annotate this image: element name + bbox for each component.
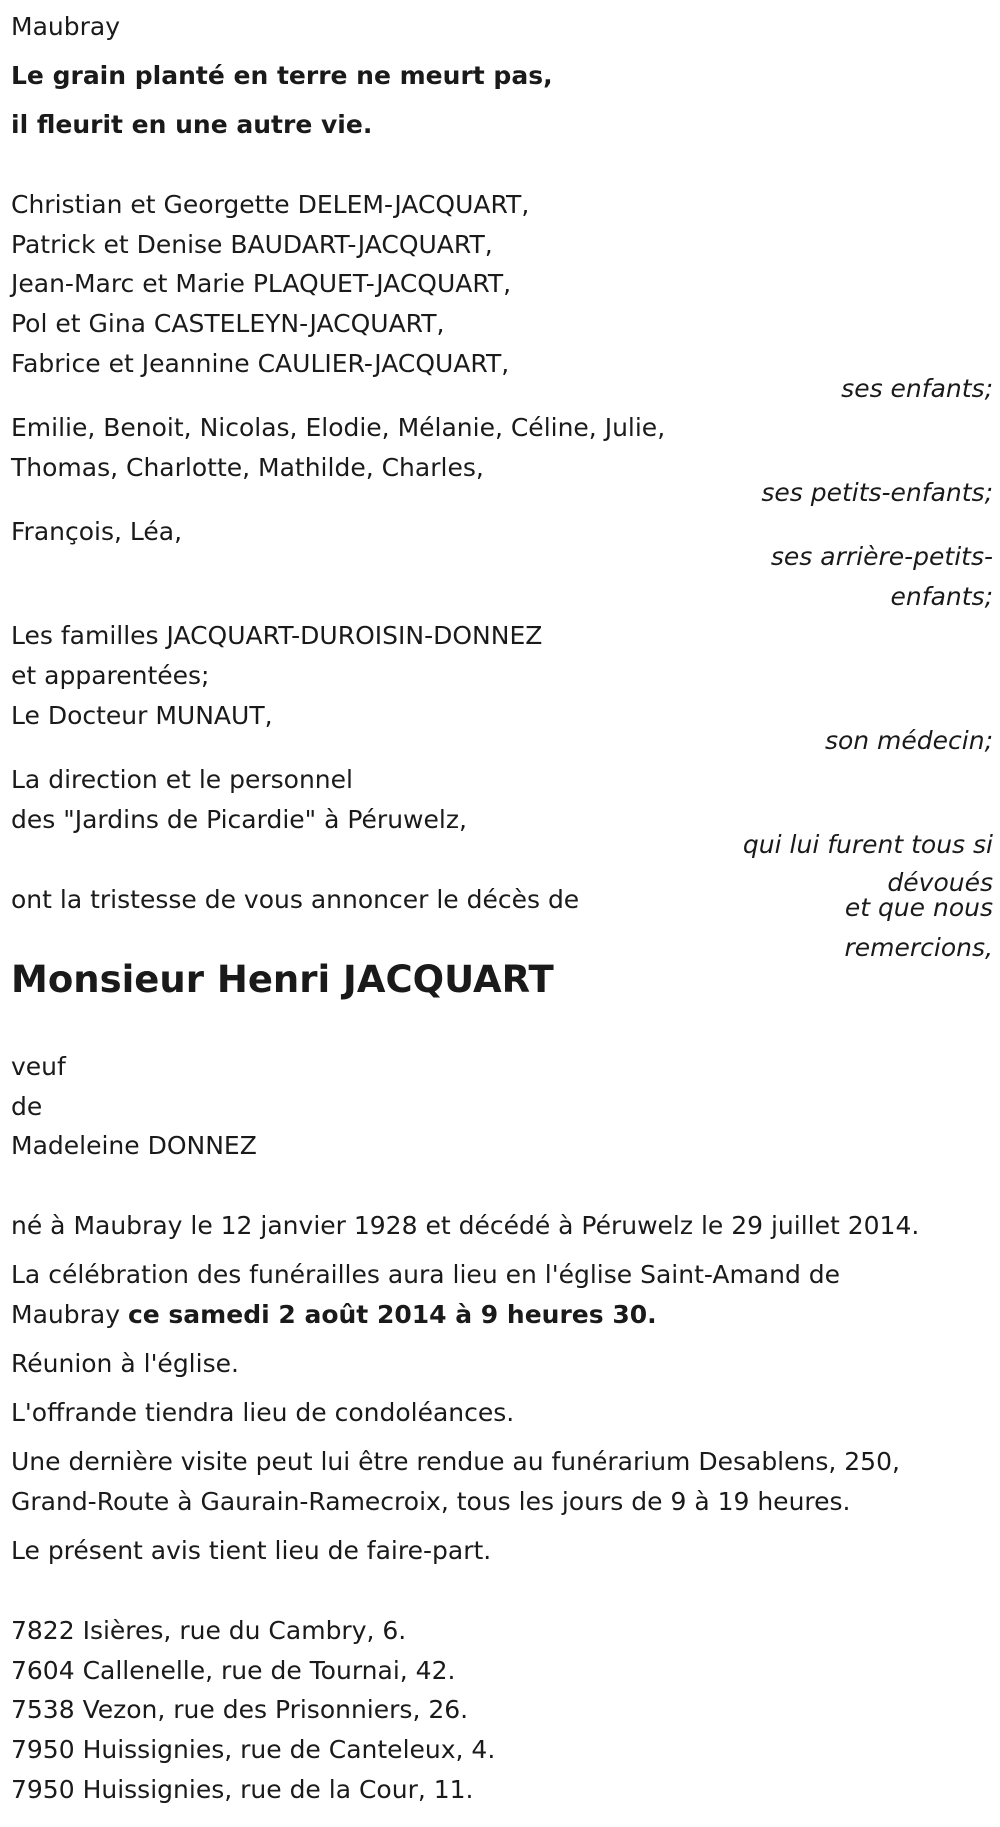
ceremony-line-1: La célébration des funérailles aura lieu en l'église Saint-Amand de bbox=[11, 1260, 841, 1289]
notice-line: Le présent avis tient lieu de faire-part. bbox=[11, 1536, 492, 1565]
visit-line-2: Grand-Route à Gaurain-Ramecroix, tous les jours de 9 à 19 heures. bbox=[11, 1487, 851, 1516]
staff-role-1: qui lui furent tous si bbox=[742, 830, 993, 859]
address-line-4: 7950 Huissignies, rue de Canteleux, 4. bbox=[11, 1735, 496, 1764]
great-grandchildren-role-1: ses arrière-petits- bbox=[770, 542, 993, 571]
visit-line-1: Une dernière visite peut lui être rendue au funérarium Desablens, 250, bbox=[11, 1447, 900, 1476]
status-widower: veuf bbox=[11, 1052, 66, 1081]
children-role: ses enfants; bbox=[841, 374, 993, 403]
staff-line-2: des "Jardins de Picardie" à Péruwelz, bbox=[11, 805, 467, 834]
deceased-name: Monsieur Henri JACQUART bbox=[11, 958, 554, 1001]
address-line-2: 7604 Callenelle, rue de Tournai, 42. bbox=[11, 1656, 456, 1685]
birth-death-line: né à Maubray le 12 janvier 1928 et décédé à Péruwelz le 29 juillet 2014. bbox=[11, 1211, 920, 1240]
meeting-line: Réunion à l'église. bbox=[11, 1349, 239, 1378]
staff-role-2: dévoués bbox=[887, 868, 993, 897]
families-line-1: Les familles JACQUART-DUROISIN-DONNEZ bbox=[11, 621, 543, 650]
grandchildren-role: ses petits-enfants; bbox=[761, 478, 993, 507]
doctor-line: Le Docteur MUNAUT, bbox=[11, 701, 273, 730]
staff-line-1: La direction et le personnel bbox=[11, 765, 353, 794]
grandchildren-line-1: Emilie, Benoit, Nicolas, Elodie, Mélanie, Céline, Julie, bbox=[11, 413, 666, 442]
great-grandchildren-role-2: enfants; bbox=[890, 582, 993, 611]
staff-role-3: et que nous bbox=[844, 893, 993, 922]
ceremony-place: Maubray bbox=[11, 1300, 128, 1329]
spouse-name: Madeleine DONNEZ bbox=[11, 1131, 257, 1160]
families-line-2: et apparentées; bbox=[11, 661, 210, 690]
quote-line-1: Le grain planté en terre ne meurt pas, bbox=[11, 61, 553, 90]
great-grandchildren-line: François, Léa, bbox=[11, 517, 183, 546]
quote-line-2: il fleurit en une autre vie. bbox=[11, 110, 373, 139]
children-line-5: Fabrice et Jeannine CAULIER-JACQUART, bbox=[11, 349, 510, 378]
announcement-line: ont la tristesse de vous annoncer le décès de bbox=[11, 885, 580, 914]
address-line-3: 7538 Vezon, rue des Prisonniers, 26. bbox=[11, 1695, 469, 1724]
staff-role-4: remercions, bbox=[844, 933, 993, 962]
ceremony-line-2 bbox=[11, 1300, 657, 1330]
children-line-4: Pol et Gina CASTELEYN-JACQUART, bbox=[11, 309, 445, 338]
offering-line: L'offrande tiendra lieu de condoléances. bbox=[11, 1398, 515, 1427]
children-line-2: Patrick et Denise BAUDART-JACQUART, bbox=[11, 230, 493, 259]
place-name: Maubray bbox=[11, 12, 120, 41]
status-of: de bbox=[11, 1092, 43, 1121]
children-line-1: Christian et Georgette DELEM-JACQUART, bbox=[11, 190, 530, 219]
address-line-5: 7950 Huissignies, rue de la Cour, 11. bbox=[11, 1775, 474, 1804]
doctor-role: son médecin; bbox=[824, 726, 993, 755]
children-line-3: Jean-Marc et Marie PLAQUET-JACQUART, bbox=[11, 269, 512, 298]
ceremony-date: ce samedi 2 août 2014 à 9 heures 30. bbox=[127, 1300, 657, 1329]
address-line-1: 7822 Isières, rue du Cambry, 6. bbox=[11, 1616, 407, 1645]
grandchildren-line-2: Thomas, Charlotte, Mathilde, Charles, bbox=[11, 453, 484, 482]
